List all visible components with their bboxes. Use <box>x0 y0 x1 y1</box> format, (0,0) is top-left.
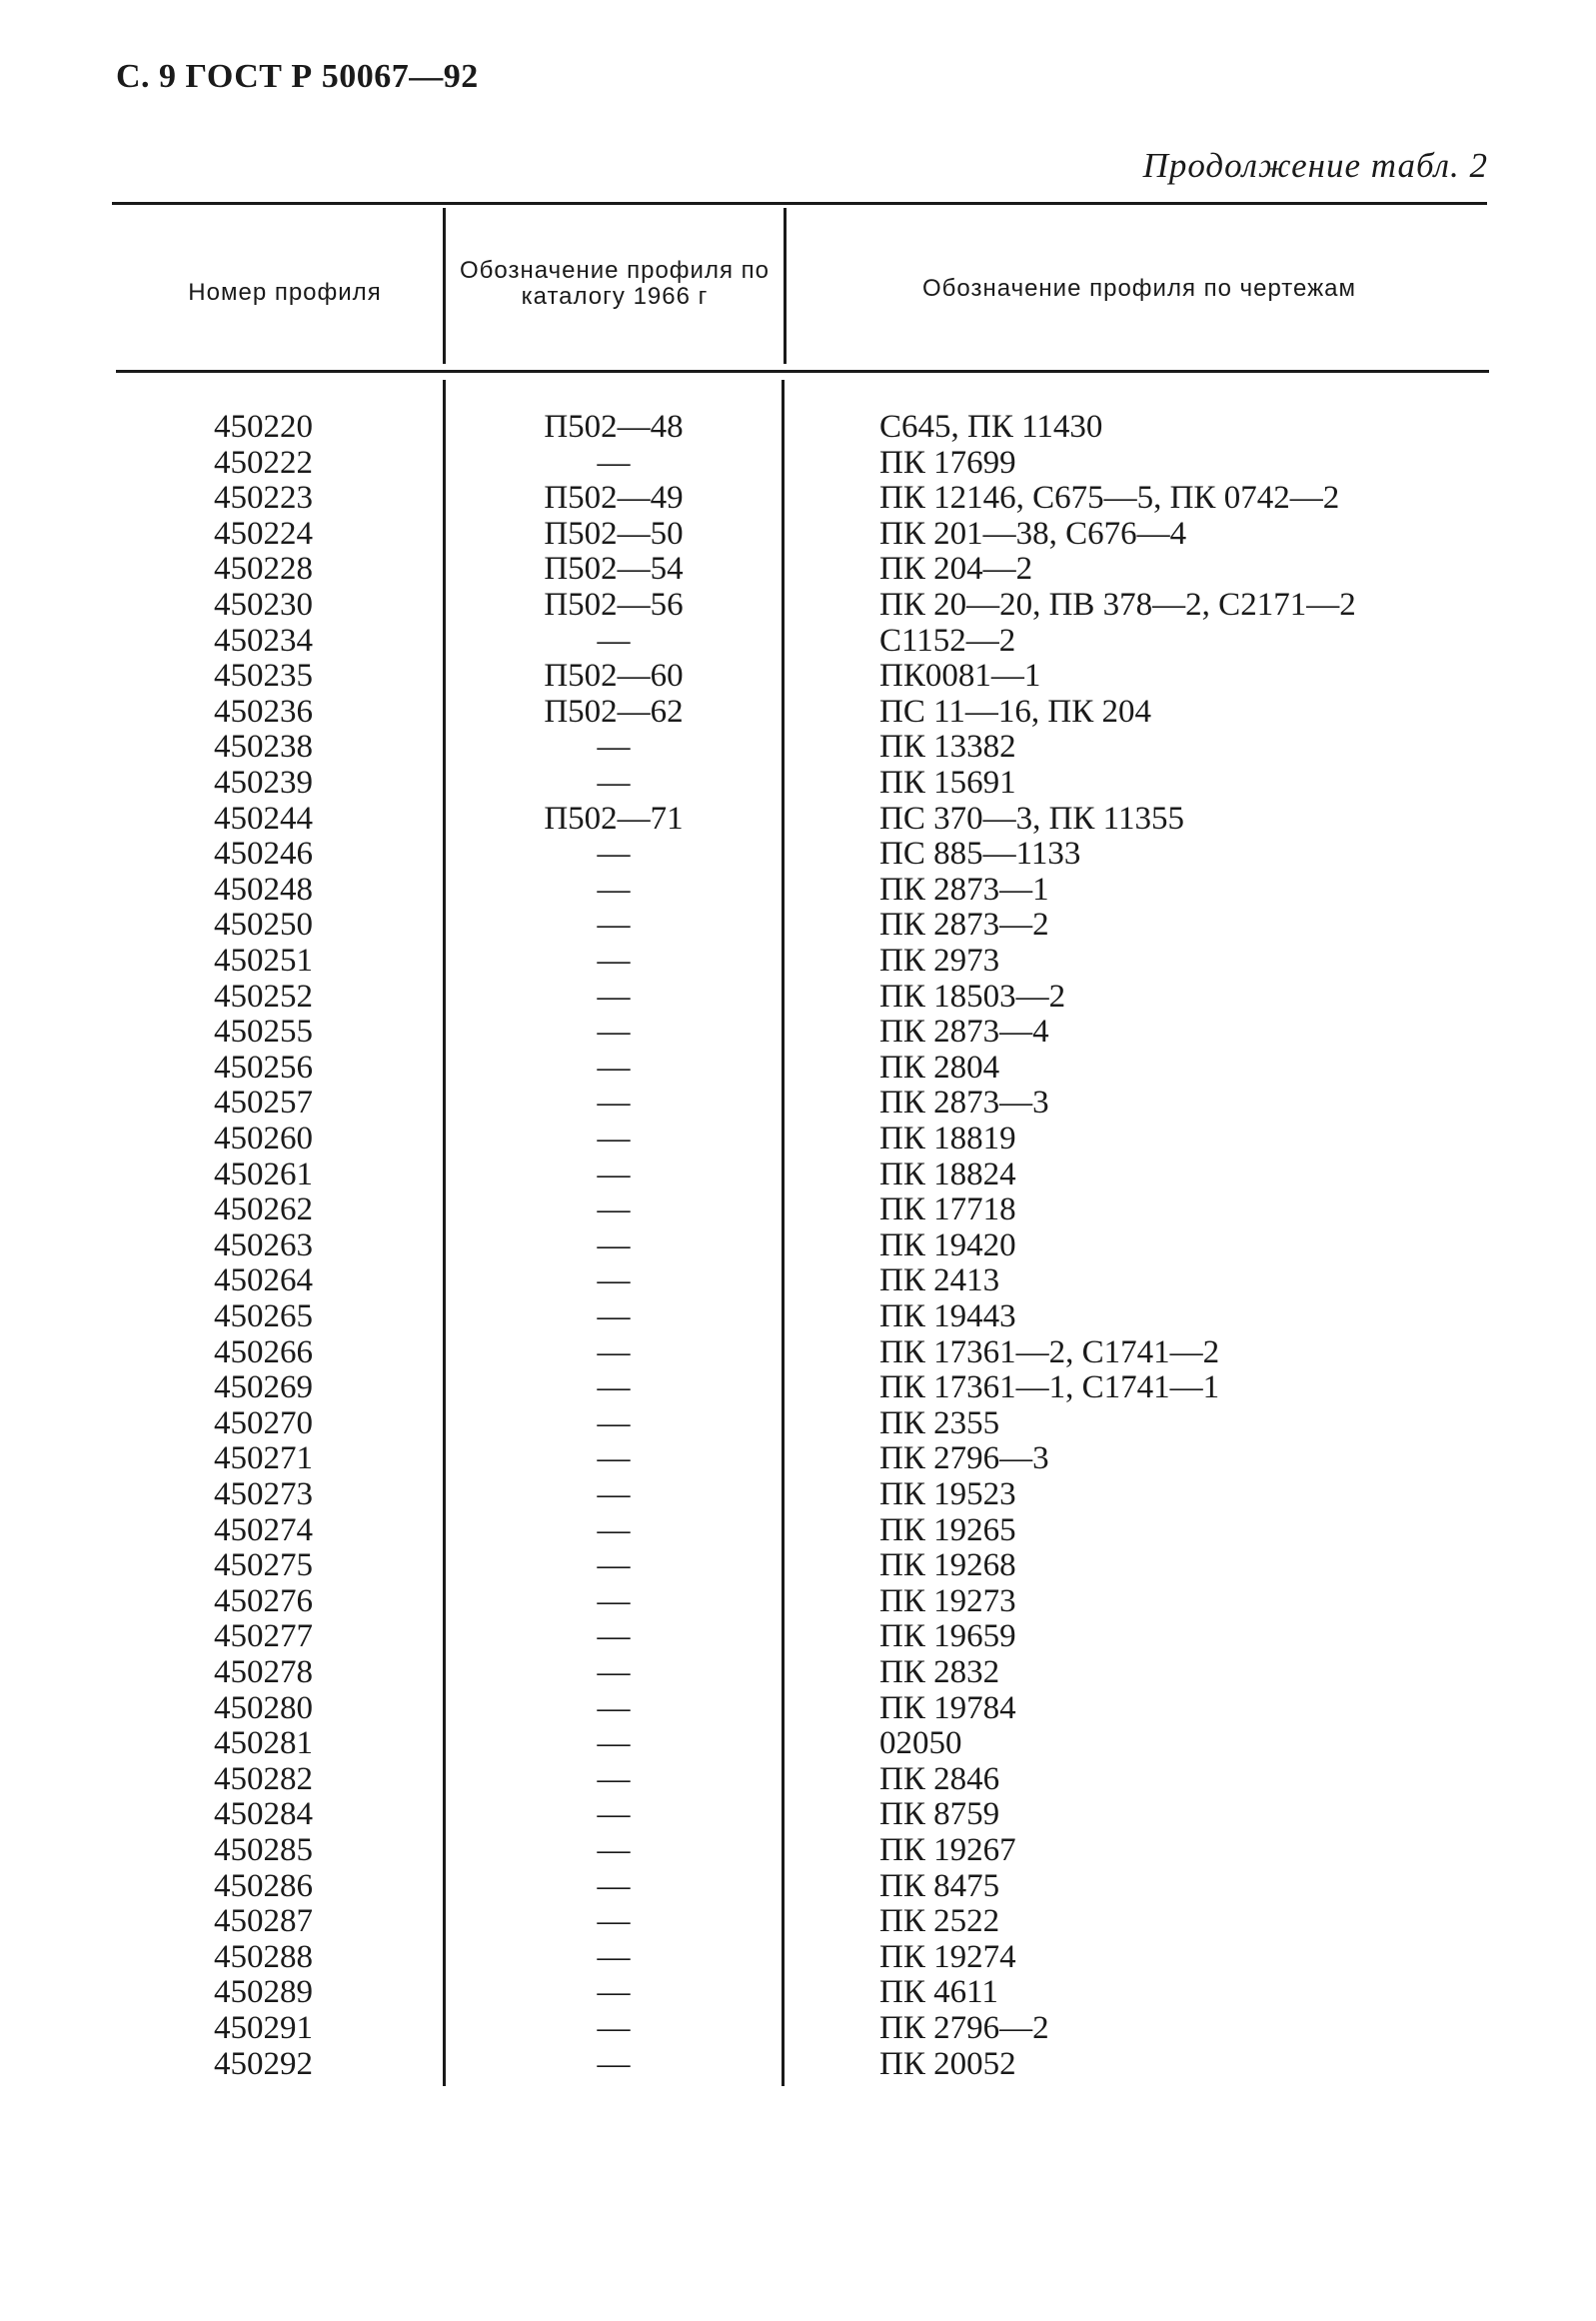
drawing-designation-cell: ПК 19523 <box>879 1476 1016 1512</box>
table-row <box>0 1158 1596 1193</box>
drawing-designation-cell: ПК 15691 <box>879 765 1016 801</box>
catalog-designation-cell: — <box>597 1618 631 1655</box>
drawing-designation-cell: ПК 201—38, С676—4 <box>879 515 1187 552</box>
table-row <box>0 446 1596 482</box>
drawing-designation-cell: ПК 18503—2 <box>879 978 1066 1015</box>
profile-number-cell: 450223 <box>214 480 313 517</box>
profile-number-cell: 450257 <box>214 1085 313 1122</box>
drawing-designation-cell: ПК 19267 <box>879 1832 1016 1868</box>
catalog-designation-cell: — <box>597 1725 631 1762</box>
profile-number-cell: 450235 <box>214 658 313 695</box>
catalog-designation-cell: — <box>597 729 631 766</box>
drawing-designation-cell: ПК 19659 <box>879 1618 1016 1655</box>
catalog-designation-cell: — <box>597 1547 631 1584</box>
catalog-designation-cell: — <box>597 1333 631 1370</box>
catalog-designation-cell: — <box>597 1262 631 1299</box>
table-row <box>0 1975 1596 2011</box>
catalog-designation-cell: П502—62 <box>544 693 684 730</box>
table-row <box>0 908 1596 944</box>
drawing-designation-cell: ПК0081—1 <box>879 658 1041 695</box>
table-row <box>0 1299 1596 1335</box>
catalog-designation-cell: — <box>597 1298 631 1334</box>
table-row <box>0 1513 1596 1549</box>
catalog-designation-cell: П502—60 <box>544 658 684 695</box>
catalog-designation-cell: — <box>597 1440 631 1477</box>
profile-number-cell: 450284 <box>214 1796 313 1833</box>
catalog-designation-cell: — <box>597 1654 631 1690</box>
drawing-designation-cell: ПК 204—2 <box>879 551 1033 588</box>
drawing-designation-cell: ПК 19268 <box>879 1547 1016 1584</box>
drawing-designation-cell: ПК 2973 <box>879 943 1000 979</box>
table-row <box>0 624 1596 660</box>
profile-number-cell: 450286 <box>214 1867 313 1904</box>
catalog-designation-cell: П502—56 <box>544 587 684 623</box>
drawing-designation-cell: ПК 2796—2 <box>879 2010 1049 2046</box>
profile-number-cell: 450256 <box>214 1049 313 1086</box>
catalog-designation-cell: — <box>597 1369 631 1406</box>
table-row <box>0 1086 1596 1122</box>
catalog-designation-cell: — <box>597 836 631 873</box>
catalog-designation-cell: П502—50 <box>544 515 684 552</box>
drawing-designation-cell: ПК 2413 <box>879 1262 1000 1299</box>
catalog-designation-cell: — <box>597 622 631 659</box>
header-divider-2 <box>784 208 787 364</box>
drawing-designation-cell: ПК 19784 <box>879 1689 1016 1726</box>
table-row <box>0 659 1596 695</box>
catalog-designation-cell: — <box>597 765 631 801</box>
catalog-designation-cell: — <box>597 1085 631 1122</box>
table-row <box>0 1940 1596 1976</box>
table-row <box>0 1691 1596 1727</box>
profile-number-cell: 450265 <box>214 1298 313 1334</box>
drawing-designation-cell: ПК 8759 <box>879 1796 1000 1833</box>
catalog-designation-cell: — <box>597 444 631 481</box>
drawing-designation-cell: ПК 2796—3 <box>879 1440 1049 1477</box>
drawing-designation-cell: ПК 2873—1 <box>879 871 1049 908</box>
profile-number-cell: 450255 <box>214 1014 313 1051</box>
table-row <box>0 481 1596 517</box>
profile-number-cell: 450244 <box>214 800 313 837</box>
profile-number-cell: 450270 <box>214 1404 313 1441</box>
table-row <box>0 1548 1596 1584</box>
profile-number-cell: 450281 <box>214 1725 313 1762</box>
drawing-designation-cell: ПК 2873—3 <box>879 1085 1049 1122</box>
table-row <box>0 730 1596 766</box>
drawing-designation-cell: ПК 20—20, ПВ 378—2, С2171—2 <box>879 587 1356 623</box>
profile-number-cell: 450276 <box>214 1582 313 1619</box>
profile-number-cell: 450248 <box>214 871 313 908</box>
profile-number-cell: 450234 <box>214 622 313 659</box>
profile-number-cell: 450251 <box>214 943 313 979</box>
table-row <box>0 1263 1596 1299</box>
catalog-designation-cell: — <box>597 1938 631 1975</box>
catalog-designation-cell: — <box>597 1014 631 1051</box>
catalog-designation-cell: — <box>597 1974 631 2011</box>
profile-number-cell: 450264 <box>214 1262 313 1299</box>
profile-number-cell: 450287 <box>214 1903 313 1940</box>
column-header-drawing-designation: Обозначение профиля по чертежам <box>922 275 1356 302</box>
drawing-designation-cell: 02050 <box>879 1725 962 1762</box>
profile-number-cell: 450260 <box>214 1121 313 1157</box>
table-row <box>0 766 1596 802</box>
catalog-designation-cell: — <box>597 1049 631 1086</box>
table-row <box>0 1619 1596 1655</box>
table-row <box>0 837 1596 873</box>
table-row <box>0 410 1596 446</box>
drawing-designation-cell: ПК 2873—4 <box>879 1014 1049 1051</box>
profile-number-cell: 450239 <box>214 765 313 801</box>
table-row <box>0 1335 1596 1371</box>
catalog-designation-cell: — <box>597 2045 631 2082</box>
catalog-designation-cell: — <box>597 1903 631 1940</box>
drawing-designation-cell: ПК 2355 <box>879 1404 1000 1441</box>
catalog-designation-cell: — <box>597 1226 631 1263</box>
profile-number-cell: 450269 <box>214 1369 313 1406</box>
catalog-designation-cell: — <box>597 1404 631 1441</box>
table-row <box>0 873 1596 909</box>
page-header: С. 9 ГОСТ Р 50067—92 <box>116 58 479 95</box>
catalog-designation-cell: — <box>597 1689 631 1726</box>
table-row <box>0 1655 1596 1691</box>
catalog-designation-cell: — <box>597 871 631 908</box>
profile-number-cell: 450285 <box>214 1832 313 1868</box>
table-row <box>0 695 1596 731</box>
profile-number-cell: 450282 <box>214 1760 313 1797</box>
table-row <box>0 552 1596 588</box>
drawing-designation-cell: ПК 19443 <box>879 1298 1016 1334</box>
profile-number-cell: 450266 <box>214 1333 313 1370</box>
drawing-designation-cell: ПК 2846 <box>879 1760 1000 1797</box>
table-row <box>0 517 1596 553</box>
catalog-designation-cell: — <box>597 1191 631 1228</box>
catalog-designation-cell: — <box>597 2010 631 2046</box>
table-row <box>0 588 1596 624</box>
profile-number-cell: 450220 <box>214 409 313 445</box>
drawing-designation-cell: ПК 2804 <box>879 1049 1000 1086</box>
catalog-designation-cell: П502—54 <box>544 551 684 588</box>
column-header-profile-number: Номер профиля <box>188 279 382 306</box>
catalog-designation-cell: — <box>597 907 631 944</box>
catalog-designation-cell: — <box>597 943 631 979</box>
catalog-designation-cell: — <box>597 1476 631 1512</box>
profile-number-cell: 450280 <box>214 1689 313 1726</box>
drawing-designation-cell: ПК 18824 <box>879 1156 1016 1192</box>
table-top-rule <box>112 202 1487 205</box>
catalog-designation-cell: — <box>597 1121 631 1157</box>
table-row <box>0 802 1596 838</box>
drawing-designation-cell: ПК 2832 <box>879 1654 1000 1690</box>
catalog-designation-cell: — <box>597 1511 631 1548</box>
table-row <box>0 1370 1596 1406</box>
drawing-designation-cell: ПК 2873—2 <box>879 907 1049 944</box>
profile-number-cell: 450236 <box>214 693 313 730</box>
catalog-designation-cell: П502—71 <box>544 800 684 837</box>
table-row <box>0 980 1596 1016</box>
profile-number-cell: 450246 <box>214 836 313 873</box>
drawing-designation-cell: ПС 885—1133 <box>879 836 1081 873</box>
catalog-designation-cell: — <box>597 1867 631 1904</box>
table-row <box>0 1228 1596 1264</box>
drawing-designation-cell: ПС 11—16, ПК 204 <box>879 693 1151 730</box>
table-row <box>0 1869 1596 1905</box>
header-divider-1 <box>443 208 446 364</box>
table-row <box>0 1441 1596 1477</box>
table-row <box>0 2011 1596 2047</box>
table-row <box>0 944 1596 980</box>
drawing-designation-cell: ПС 370—3, ПК 11355 <box>879 800 1184 837</box>
catalog-designation-cell: — <box>597 1156 631 1192</box>
table-header-rule <box>116 370 1489 373</box>
catalog-designation-cell: П502—49 <box>544 480 684 517</box>
drawing-designation-cell: ПК 20052 <box>879 2045 1016 2082</box>
drawing-designation-cell: ПК 17361—2, С1741—2 <box>879 1333 1220 1370</box>
profile-number-cell: 450262 <box>214 1191 313 1228</box>
profile-number-cell: 450292 <box>214 2045 313 2082</box>
catalog-designation-cell: П502—48 <box>544 409 684 445</box>
drawing-designation-cell: С645, ПК 11430 <box>879 409 1103 445</box>
profile-number-cell: 450230 <box>214 587 313 623</box>
profile-number-cell: 450271 <box>214 1440 313 1477</box>
catalog-designation-cell: — <box>597 1760 631 1797</box>
drawing-designation-cell: ПК 19274 <box>879 1938 1016 1975</box>
drawing-designation-cell: ПК 19265 <box>879 1511 1016 1548</box>
drawing-designation-cell: ПК 19273 <box>879 1582 1016 1619</box>
profile-number-cell: 450288 <box>214 1938 313 1975</box>
table-row <box>0 1833 1596 1869</box>
drawing-designation-cell: ПК 19420 <box>879 1226 1016 1263</box>
drawing-designation-cell: С1152—2 <box>879 622 1016 659</box>
catalog-designation-cell: — <box>597 1582 631 1619</box>
drawing-designation-cell: ПК 8475 <box>879 1867 1000 1904</box>
table-row <box>0 1584 1596 1620</box>
catalog-designation-cell: — <box>597 978 631 1015</box>
table-row <box>0 2047 1596 2083</box>
drawing-designation-cell: ПК 2522 <box>879 1903 1000 1940</box>
drawing-designation-cell: ПК 13382 <box>879 729 1016 766</box>
drawing-designation-cell: ПК 18819 <box>879 1121 1016 1157</box>
profile-number-cell: 450250 <box>214 907 313 944</box>
catalog-designation-cell: — <box>597 1796 631 1833</box>
profile-number-cell: 450278 <box>214 1654 313 1690</box>
profile-number-cell: 450277 <box>214 1618 313 1655</box>
profile-number-cell: 450261 <box>214 1156 313 1192</box>
profile-number-cell: 450274 <box>214 1511 313 1548</box>
catalog-designation-cell: — <box>597 1832 631 1868</box>
profile-number-cell: 450263 <box>214 1226 313 1263</box>
table-row <box>0 1797 1596 1833</box>
profile-number-cell: 450252 <box>214 978 313 1015</box>
drawing-designation-cell: ПК 17699 <box>879 444 1016 481</box>
drawing-designation-cell: ПК 12146, С675—5, ПК 0742—2 <box>879 480 1340 517</box>
profile-number-cell: 450222 <box>214 444 313 481</box>
profile-number-cell: 450273 <box>214 1476 313 1512</box>
table-row <box>0 1477 1596 1513</box>
table-row <box>0 1904 1596 1940</box>
column-header-catalog-1966: Обозначение профиля по каталогу 1966 г <box>460 257 770 310</box>
table-continuation-label: Продолжение табл. 2 <box>1142 146 1488 185</box>
profile-number-cell: 450224 <box>214 515 313 552</box>
profile-number-cell: 450275 <box>214 1547 313 1584</box>
table-row <box>0 1122 1596 1158</box>
table-row <box>0 1192 1596 1228</box>
table-row <box>0 1406 1596 1442</box>
profile-number-cell: 450291 <box>214 2010 313 2046</box>
table-row <box>0 1726 1596 1762</box>
table-row <box>0 1051 1596 1087</box>
drawing-designation-cell: ПК 17361—1, С1741—1 <box>879 1369 1220 1406</box>
profile-number-cell: 450228 <box>214 551 313 588</box>
drawing-designation-cell: ПК 4611 <box>879 1974 998 2011</box>
profile-number-cell: 450289 <box>214 1974 313 2011</box>
table-row <box>0 1762 1596 1798</box>
table-row <box>0 1015 1596 1051</box>
drawing-designation-cell: ПК 17718 <box>879 1191 1016 1228</box>
profile-number-cell: 450238 <box>214 729 313 766</box>
